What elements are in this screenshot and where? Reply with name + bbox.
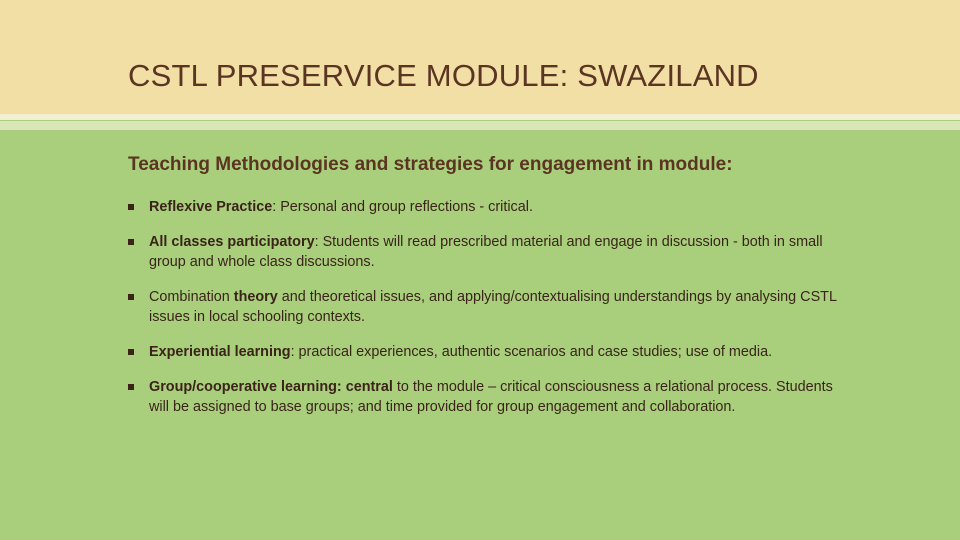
bullet-lead: Combination — [149, 289, 234, 305]
slide-title: CSTL PRESERVICE MODULE: SWAZILAND — [128, 58, 759, 93]
square-bullet-icon — [128, 294, 134, 300]
square-bullet-icon — [128, 384, 134, 390]
square-bullet-icon — [128, 204, 134, 210]
bullet-text: : Students will read prescribed material and engage in discussion - both in small group and whole class discussions. — [149, 234, 823, 270]
bullet-text: and theoretical issues, and applying/contextualising understandings by analysing CSTL issues in local schooling contexts. — [149, 289, 837, 325]
bullet-term: Reflexive Practice — [149, 199, 273, 215]
bullet-experiential-learning — [128, 342, 848, 362]
slide-subtitle: Teaching Methodologies and strategies for engagement in module: — [128, 154, 733, 175]
bullet-term: All classes participatory — [149, 234, 315, 250]
bullet-group-learning — [128, 377, 848, 417]
bullet-text: to the module – critical consciousness a relational process. Students will be assigned to base groups; and time provided for group engagement and collaboration. — [149, 379, 833, 415]
bullet-term: Experiential learning — [149, 344, 291, 360]
bullet-term: theory — [233, 289, 278, 305]
bullet-theory-combination — [128, 287, 848, 327]
bullet-text: : Personal and group reflections - critical. — [272, 199, 533, 215]
square-bullet-icon — [128, 239, 134, 245]
bullet-participatory-classes — [128, 232, 848, 272]
bullet-list — [128, 197, 848, 417]
bullet-text: : practical experiences, authentic scenarios and case studies; use of media. — [290, 344, 773, 360]
title-band-border — [0, 121, 960, 130]
bullet-term: Group/cooperative learning: central — [149, 379, 393, 395]
bullet-reflexive-practice — [128, 197, 848, 217]
square-bullet-icon — [128, 349, 134, 355]
